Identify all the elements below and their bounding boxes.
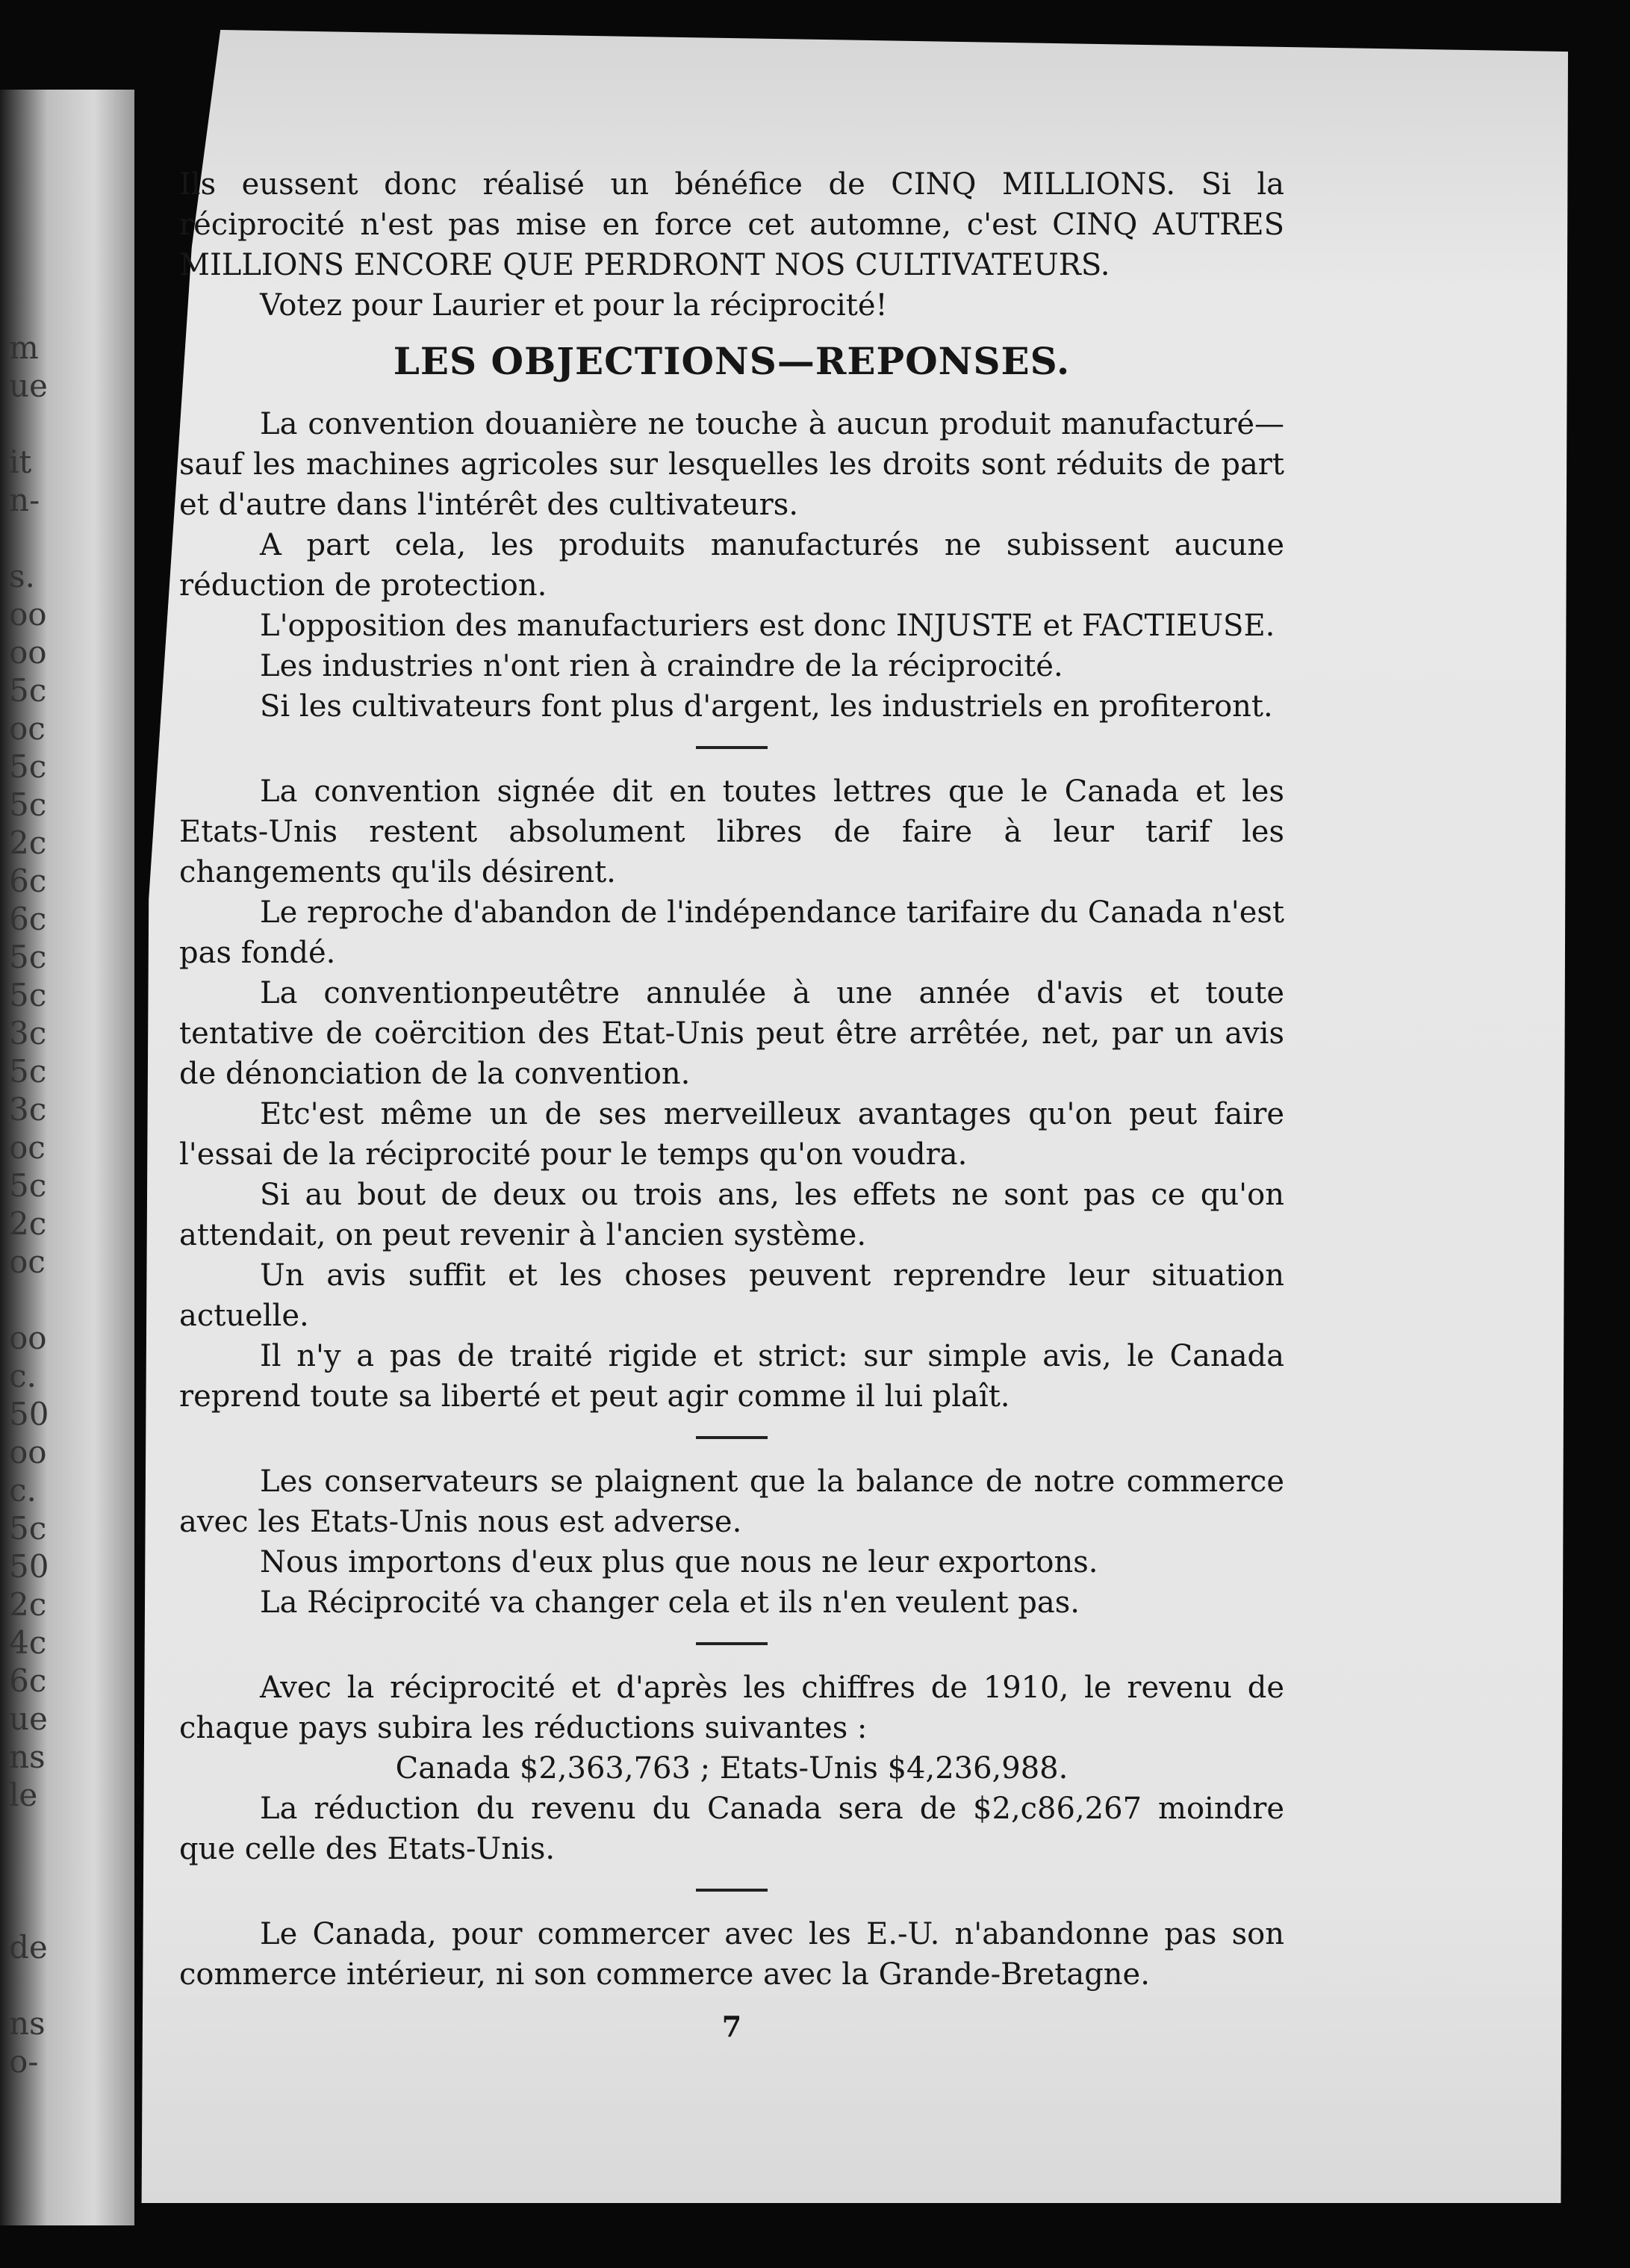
paragraph: Les conservateurs se plaignent que la balance de notre commerce avec les Etats-Unis nous est adverse.: [179, 1464, 1284, 1539]
paragraph: Le Canada, pour commercer avec les E.-U. n'abandonne pas son commerce intérieur, ni son commerce avec la Grande-Bretagne.: [179, 1917, 1284, 1992]
section-divider: [696, 1436, 768, 1439]
paragraph: La conventionpeutêtre annulée à une année d'avis et toute tentative de coërcition des Etat-Unis peut être arrêtée, net, par un avis de dénonciation de la convention.: [179, 976, 1284, 1091]
section-heading: LES OBJECTIONS—REPONSES.: [393, 339, 1071, 383]
adjacent-page-strip: [0, 90, 134, 2225]
paragraph: La réduction du revenu du Canada sera de $2,c86,267 moindre que celle des Etats-Unis.: [179, 1792, 1284, 1866]
paragraph: A part cela, les produits manufacturés ne subissent aucune réduction de protection.: [179, 528, 1284, 603]
paragraph: Si au bout de deux ou trois ans, les effets ne sont pas ce qu'on attendait, on peut revenir à l'ancien système.: [179, 1178, 1284, 1252]
paragraph: Etc'est même un de ses merveilleux avantages qu'on peut faire l'essai de la réciprocité pour le temps qu'on voudra.: [179, 1097, 1284, 1172]
paragraph: Les industries n'ont rien à craindre de la réciprocité.: [260, 649, 1063, 683]
paragraph: Un avis suffit et les choses peuvent reprendre leur situation actuelle.: [179, 1258, 1284, 1333]
paragraph-intro: Ils eussent donc réalisé un bénéfice de CINQ MILLIONS. Si la réciprocité n'est pas mise en force cet automne, c'est CINQ AUTRES MILLIONS ENCORE QUE PERDRONT NOS CULTIVATEURS.: [179, 167, 1284, 282]
paragraph: Nous importons d'eux plus que nous ne leur exportons.: [260, 1545, 1098, 1579]
paragraph: La convention signée dit en toutes lettres que le Canada et les Etats-Unis restent absolument libres de faire à leur tarif les changements qu'ils désirent.: [179, 774, 1284, 889]
paragraph: L'opposition des manufacturiers est donc INJUSTE et FACTIEUSE.: [260, 609, 1275, 643]
paragraph: Il n'y a pas de traité rigide et strict: sur simple avis, le Canada reprend toute sa liberté et peut agir comme il lui plaît.: [179, 1339, 1284, 1414]
paragraph: Si les cultivateurs font plus d'argent, les industriels en profiteront.: [260, 689, 1273, 724]
paragraph: Le reproche d'abandon de l'indépendance tarifaire du Canada n'est pas fondé.: [179, 895, 1284, 970]
revenue-figures: Canada $2,363,763 ; Etats-Unis $4,236,988.: [395, 1751, 1068, 1786]
paragraph: La Réciprocité va changer cela et ils n'en veulent pas.: [260, 1585, 1080, 1620]
section-divider: [696, 1642, 768, 1645]
paragraph: Avec la réciprocité et d'après les chiffres de 1910, le revenu de chaque pays subira les réductions suivantes :: [179, 1671, 1284, 1745]
section-divider: [696, 746, 768, 749]
paragraph: La convention douanière ne touche à aucun produit manufacturé—sauf les machines agricoles sur lesquelles les droits sont réduits de part et d'autre dans l'intérêt des cultivateurs.: [179, 407, 1284, 522]
section-divider: [696, 1889, 768, 1892]
paragraph-vote: Votez pour Laurier et pour la réciprocité!: [260, 288, 888, 323]
page-number: 7: [721, 2010, 742, 2043]
adjacent-page-text: m ue it n- s. oo oo 5c oc 5c 5c 2c 6c 6c 5c 5c 3c 5c 3c oc 5c 2c oc oo c. 50 oo c. 5c 50 2c 4c 6c ue ns le de ns o-: [9, 329, 49, 2080]
document-body: [179, 164, 1284, 2043]
